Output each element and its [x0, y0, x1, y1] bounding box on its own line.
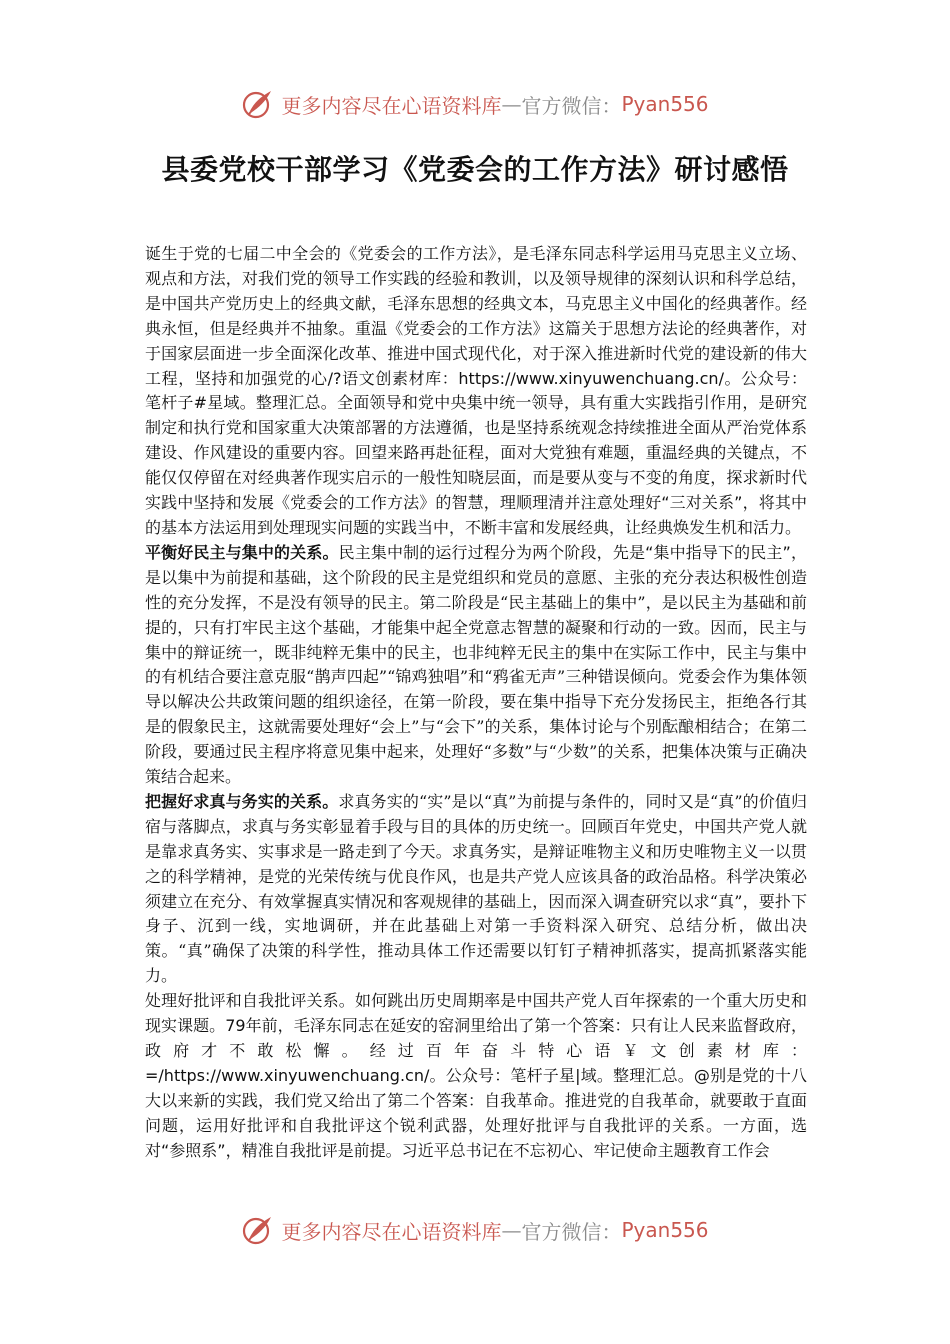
- section2-paragraph: [145, 790, 807, 989]
- intro-paragraph: 诞生于党的七届二中全会的《党委会的工作方法》，是毛泽东同志科学运用马克思主义立场、观点和方法，对我们党的领导工作实践的经验和教训，以及领导规律的深刻认识和科学总结，是中国共产党历史上的经典文献，毛泽东思想的经典文本，马克思主义中国化的经典著作。经典永恒，但是经典并不抽象。重温《党委会的工作方法》这篇关于思想方法论的经典著作，对于国家层面进一步全面深化改革、推进中国式现代化，对于深入推进新时代党的建设新的伟大工程，坚持和加强党的心/?语文创素材库：https://www.xinyuwenchuang.cn/。公众号：笔杆子#星域。整理汇总。全面领导和党中央集中统一领导，具有重大实践指引作用，是研究制定和执行党和国家重大决策部署的方法遵循，也是坚持系统观念持续推进全面从严治党体系建设、作风建设的重要内容。回望来路再赴征程，面对大党独有难题，重温经典的关键点，不能仅仅停留在对经典著作现实启示的一般性知晓层面，而是要从变与不变的角度，探求新时代实践中坚持和发展《党委会的工作方法》的智慧，理顺理清并注意处理好“三对关系”，将其中的基本方法运用到处理现实问题的实践当中，不断丰富和发展经典，让经典焕发生机和活力。: [145, 244, 807, 537]
- watermark-prefix: 更多内容尽在心语资料库: [281, 93, 502, 118]
- section1-text-a: 民主集中制的运行过程分为两个阶段，先是“集中指导下的民主”，: [338, 542, 807, 562]
- watermark-prefix: 更多内容尽在心语资料库: [281, 1219, 502, 1244]
- watermark-official: 官方微信：: [521, 93, 622, 118]
- section1-text-b: 是以集中为前提和基础，这个阶段的民主是党组织和党员的意愿、主张的充分表达积极性创造性的充分发挥，不是没有领导的民主。第二阶段是“民主基础上的集中”，是以民主为基础和前提的，只有打牢民主这个基础，才能集中起全党意志智慧的凝聚和行动的一致。因而，民主与集中的辩证统一，既非纯粹无集中的民主，也非纯粹无民主的集中在实际工作中，民主与集中的有机结合要注意克服“鹊声四起”“锦鸡独唱”和“鸦雀无声”三种错误倾向。党委会作为集体领导以解决公共政策问题的组织途径，在第一阶段，要在集中指导下充分发扬民主，拒绝各行其是的假象民主，这就需要处理好“会上”与“会下”的关系，集体讨论与个别酝酿相结合；在第二阶段，要通过民主程序将意见集中起来，处理好“多数”与“少数”的关系，把集体决策与正确决策结合起来。: [145, 567, 807, 787]
- quill-ink-logo-icon: [241, 1213, 275, 1247]
- section2-heading: 把握好求真与务实的关系。: [145, 791, 339, 811]
- section3-paragraph: 处理好批评和自我批评关系。如何跳出历史周期率是中国共产党人百年探索的一个重大历史和现实课题。79年前，毛泽东同志在延安的窑洞里给出了第一个答案：只有让人民来监督政府，政府才不敢松懈。经过百年奋斗特心语￥文创素材库：=/https://www.xinyuwenchuang.cn/。公众号：笔杆子星|域。整理汇总。@别是党的十八大以来新的实践，我们党又给出了第二个答案：自我革命。推进党的自我革命，就要敢于直面问题，运用好批评和自我批评这个锐利武器，处理好批评与自我批评的关系。一方面，选对“参照系”，精准自我批评是前提。习近平总书记在不忘初心、牢记使命主题教育工作会: [145, 991, 807, 1160]
- section1-heading: 平衡好民主与集中的关系。: [145, 542, 339, 562]
- document-body: [145, 242, 807, 1164]
- watermark-wechat-id: Pyan556: [621, 92, 709, 116]
- watermark-wechat-id: Pyan556: [621, 1218, 709, 1242]
- document-title: 县委党校干部学习《党委会的工作方法》研讨感悟: [161, 153, 789, 186]
- section2-text: 求真务实的“实”是以“真”为前提与条件的，同时又是“真”的价值归宿与落脚点，求真与务实彰显着手段与目的具体的历史统一。回顾百年党史，中国共产党人就是靠求真务实、实事求是一路走到了今天。求真务实，是辩证唯物主义和历史唯物主义一以贯之的科学精神，是党的光荣传统与优良作风，也是共产党人应该具备的政治品格。科学决策必须建立在充分、有效掌握真实情况和客观规律的基础上，因而深入调查研究以求“真”，要扑下身子、沉到一线，实地调研，并在此基础上对第一手资料深入研究、总结分析，做出决策。“真”确保了决策的科学性，推动具体工作还需要以钉钉子精神抓落实，提高抓紧落实能力。: [145, 791, 807, 986]
- watermark-footer: [0, 1210, 950, 1250]
- watermark-header: [0, 84, 950, 124]
- quill-ink-logo-icon: [241, 87, 275, 121]
- watermark-dash: —: [501, 1218, 522, 1242]
- watermark-dash: —: [501, 92, 522, 116]
- section1-paragraph: [145, 541, 807, 790]
- watermark-official: 官方微信：: [521, 1219, 622, 1244]
